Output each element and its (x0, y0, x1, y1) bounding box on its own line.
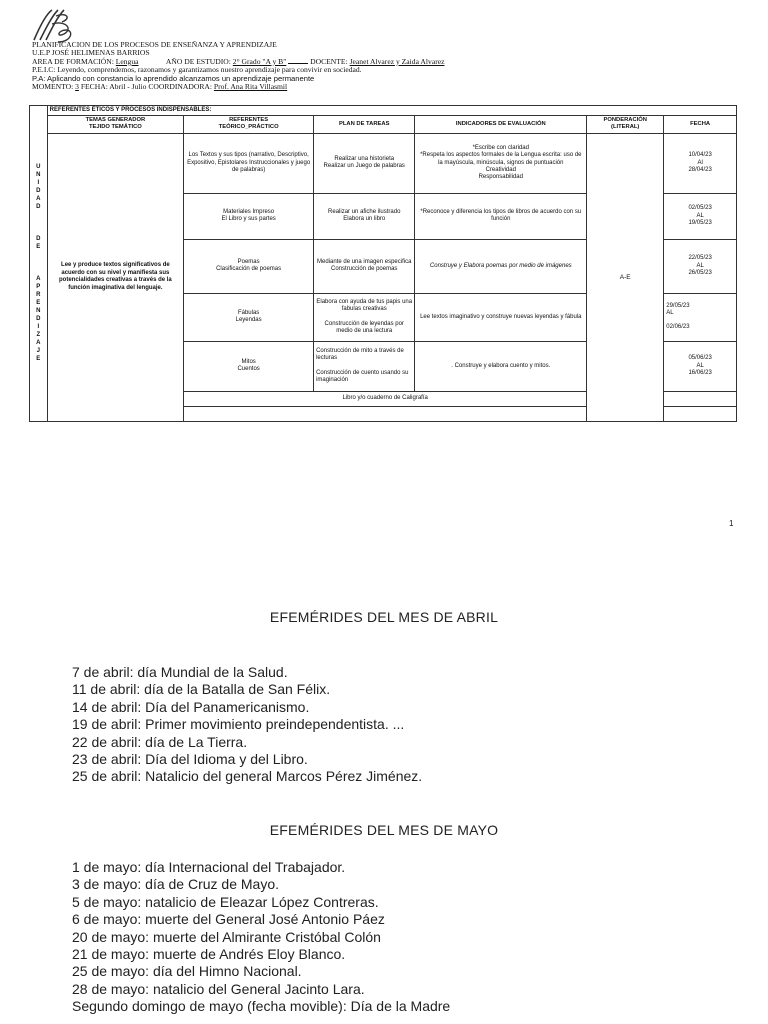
col-fecha: FECHA (664, 116, 737, 133)
plan-cell: Realizar una historieta Realizar un Juego de palabras (314, 133, 415, 193)
fecha-label: FECHA: Abril - Julio COORDINADORA: (80, 82, 214, 92)
school-name: U.E.P JOSÉ HELIMENAS BARRIOS (32, 48, 150, 58)
list-item: 6 de mayo: muerte del General José Antonio Páez (72, 911, 385, 928)
temas-text: Lee y produce textos significativos de acuerdo con su nivel y manifiesta sus potencialidades creativas a través de la función imaginativa del lenguaje. (47, 133, 184, 421)
list-item: 14 de abril: Día del Panamericanismo. (72, 698, 310, 715)
plan-cell: Elabora con ayuda de tus papis una fabulas creativas Construcción de leyendas por medio de una lectura (314, 293, 415, 341)
docente-value: Jeanet Alvarez y Zaida Alvarez (349, 56, 445, 66)
fecha-cell: 29/05/23 AL 02/06/23 (664, 293, 737, 341)
list-item: 20 de mayo: muerte del Almirante Cristóbal Colón (72, 928, 381, 945)
referentes-cell: Poemas Clasificación de poemas (184, 239, 314, 293)
fecha-cell: 22/05/23 AL 26/05/23 (664, 239, 737, 293)
caligrafia-cell: Libro y/o cuaderno de Caligrafía (184, 391, 587, 406)
planning-table (29, 105, 737, 422)
indicadores-cell: Lee textos imaginativo y construye nuevas leyendas y fábula (415, 293, 587, 341)
list-item: 23 de abril: Día del Idioma y del Libro. (72, 751, 308, 768)
col-plan: PLAN DE TAREAS (314, 116, 415, 133)
list-item: 5 de mayo: natalicio de Eleazar López Contreras. (72, 893, 379, 910)
list-item: 1 de mayo: día Internacional del Trabajador. (72, 859, 346, 875)
plan-cell: Mediante de una imagen especifica Construcción de poemas (314, 239, 415, 293)
indicadores-cell: . Construye y elabora cuento y mitos. (415, 341, 587, 391)
ponderacion-cell: A-E (587, 133, 664, 421)
momento-label: MOMENTO: (32, 82, 76, 92)
table-header-row (30, 116, 737, 133)
page-number: 1 (729, 519, 734, 528)
mayo-title: EFEMÉRIDES DEL MES DE MAYO (269, 822, 499, 838)
abril-title: EFEMÉRIDES DEL MES DE ABRIL (269, 609, 499, 625)
list-item: 22 de abril: día de La Tierra. (72, 733, 248, 750)
referentes-cell: Fábulas Leyendas (184, 293, 314, 341)
momento-value: 3 (75, 82, 79, 92)
plan-cell: Construcción de mito a través de lecturas Construcción de cuento usando su imaginación (314, 341, 415, 391)
area-value: Lengua (115, 56, 139, 66)
col-ponderacion: PONDERACIÓN (LITERAL) (587, 116, 664, 133)
document-header (32, 41, 752, 91)
fecha-cell: 02/05/23 AL 19/05/23 (664, 193, 737, 239)
referentes-header: REFERENTES ÉTICOS Y PROCESOS INDISPENSABLES: (47, 106, 736, 116)
list-item: 21 de mayo: muerte de Andrés Eloy Blanco. (72, 946, 346, 963)
col-indicadores: INDICADORES DE EVALUACIÓN (415, 116, 587, 133)
docente-label: DOCENTE: (310, 56, 350, 66)
plan-cell: Realizar un afiche ilustrado Elabora un libro (314, 193, 415, 239)
list-item: 28 de mayo: natalicio del General Jacinto Lara. (72, 980, 365, 997)
fecha-cell: 10/04/23 Al 28/04/23 (664, 133, 737, 193)
indicadores-cell: *Escribe con claridad *Respeta los aspectos formales de la Lengua escrita: uso de la mayúscula, minúscula, signos de puntuación Creatividad Responsabilidad (415, 133, 587, 193)
list-item: 7 de abril: día Mundial de la Salud. (72, 664, 288, 680)
indicadores-cell: *Reconoce y diferencia los tipos de libros de acuerdo con su función (415, 193, 587, 239)
momento-line (32, 83, 752, 91)
mayo-list (72, 859, 450, 1016)
abril-list (72, 664, 422, 786)
table-row (30, 133, 737, 193)
referentes-cell: Materiales Impreso El Libro y sus partes (184, 193, 314, 239)
area-label: AREA DE FORMACIÓN: (32, 56, 116, 66)
header-title: PLANIFICACION DE LOS PROCESOS DE ENSEÑANZA Y APRENDIZAJE (32, 40, 277, 49)
fecha-cell: 05/06/23 AL 16/06/23 (664, 341, 737, 391)
peic-line: P.E.I.C: Leyendo, comprendemos, razonamos y garantizamos nuestro aprendizaje para convivir en sociedad. (32, 65, 362, 75)
pa-line: P.A: Aplicando con constancia lo aprendido alcanzamos un aprendizaje permanente (32, 73, 315, 83)
coordinadora-value: Prof. Ana Rita Villasmil (213, 82, 288, 92)
year-value: 2° Grado "A y B" (232, 56, 287, 66)
list-item: 11 de abril: día de la Batalla de San Félix. (72, 681, 331, 698)
indicadores-cell: Construye y Elabora poemas por medio de imágenes (415, 239, 587, 293)
referentes-cell: Mitos Cuentos (184, 341, 314, 391)
empty-cell (664, 406, 737, 421)
col-temas: TEMAS GENERADOR TEJIDO TEMÁTICO (47, 116, 184, 133)
empty-cell (664, 391, 737, 406)
year-label: AÑO DE ESTUDIO: (165, 56, 233, 66)
list-item: Segundo domingo de mayo (fecha movible): Día de la Madre (72, 998, 451, 1015)
list-item: 25 de abril: Natalicio del general Marcos Pérez Jiménez. (72, 768, 423, 785)
col-referentes: REFERENTES TEÓRICO_PRÁCTICO (184, 116, 314, 133)
referentes-cell: Los Textos y sus tipos (narrativo, Descriptivo, Expositivo, Epistolares Instruccionales y juego de palabras) (184, 133, 314, 193)
list-item: 25 de mayo: día del Himno Nacional. (72, 963, 302, 980)
empty-cell (184, 406, 587, 421)
list-item: 19 de abril: Primer movimiento preindependentista. ... (72, 716, 405, 733)
school-logo (30, 6, 76, 44)
list-item: 3 de mayo: día de Cruz de Mayo. (72, 876, 279, 893)
unidad-aprendizaje-label: U N I D A D D E A P R E N D I Z A J E (30, 106, 48, 422)
